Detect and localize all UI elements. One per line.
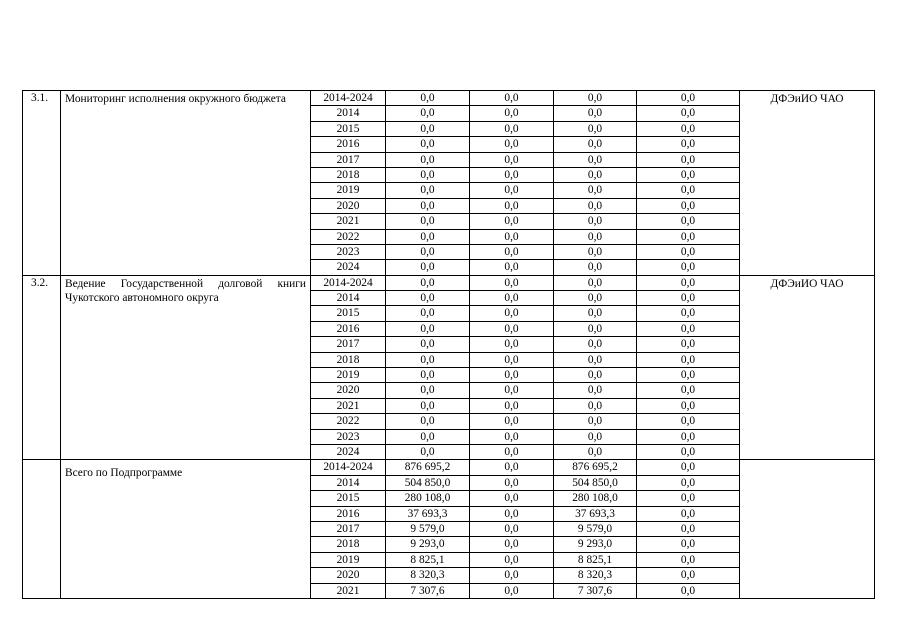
item-name: Всего по Подпрограмме [61, 460, 311, 599]
period-cell: 2014-2024 [311, 460, 386, 475]
amount-cell: 0,0 [637, 537, 740, 552]
amount-cell: 0,0 [554, 167, 637, 182]
amount-cell: 0,0 [470, 214, 554, 229]
amount-cell: 0,0 [386, 91, 470, 106]
amount-cell: 0,0 [637, 552, 740, 567]
period-cell: 2020 [311, 568, 386, 583]
table-body [23, 91, 875, 599]
amount-cell: 0,0 [386, 244, 470, 259]
amount-cell: 37 693,3 [386, 506, 470, 521]
amount-cell: 0,0 [637, 444, 740, 459]
amount-cell: 0,0 [470, 121, 554, 136]
period-cell: 2016 [311, 137, 386, 152]
amount-cell: 0,0 [470, 368, 554, 383]
amount-cell: 0,0 [637, 260, 740, 275]
amount-cell: 0,0 [554, 260, 637, 275]
amount-cell: 0,0 [554, 321, 637, 336]
amount-cell: 0,0 [470, 152, 554, 167]
amount-cell: 0,0 [386, 414, 470, 429]
amount-cell: 0,0 [637, 568, 740, 583]
amount-cell: 0,0 [386, 183, 470, 198]
amount-cell: 0,0 [637, 214, 740, 229]
period-cell: 2014-2024 [311, 275, 386, 290]
amount-cell: 0,0 [637, 198, 740, 213]
amount-cell: 0,0 [637, 521, 740, 536]
responsible-executor: ДФЭиИО ЧАО [740, 91, 875, 276]
amount-cell: 0,0 [554, 152, 637, 167]
item-name: Мониторинг исполнения окружного бюджета [61, 91, 311, 276]
amount-cell: 0,0 [470, 106, 554, 121]
amount-cell: 0,0 [637, 306, 740, 321]
period-cell: 2017 [311, 337, 386, 352]
amount-cell: 504 850,0 [386, 475, 470, 490]
amount-cell: 0,0 [637, 137, 740, 152]
amount-cell: 0,0 [554, 291, 637, 306]
amount-cell: 9 293,0 [554, 537, 637, 552]
period-cell: 2024 [311, 260, 386, 275]
amount-cell: 876 695,2 [386, 460, 470, 475]
amount-cell: 0,0 [554, 352, 637, 367]
amount-cell: 0,0 [470, 306, 554, 321]
amount-cell: 0,0 [470, 260, 554, 275]
responsible-executor [740, 460, 875, 599]
amount-cell: 0,0 [386, 352, 470, 367]
table-row [23, 91, 875, 106]
amount-cell: 0,0 [386, 444, 470, 459]
period-cell: 2019 [311, 183, 386, 198]
amount-cell: 9 579,0 [554, 521, 637, 536]
period-cell: 2015 [311, 121, 386, 136]
amount-cell: 0,0 [554, 137, 637, 152]
amount-cell: 0,0 [637, 121, 740, 136]
amount-cell: 0,0 [637, 229, 740, 244]
item-number: 3.2. [23, 275, 61, 460]
amount-cell: 0,0 [470, 91, 554, 106]
amount-cell: 280 108,0 [386, 491, 470, 506]
amount-cell: 0,0 [637, 352, 740, 367]
amount-cell: 0,0 [637, 167, 740, 182]
item-name: Ведение Государственной долговой книги Чукотского автономного округа [61, 275, 311, 460]
amount-cell: 0,0 [386, 229, 470, 244]
amount-cell: 0,0 [470, 552, 554, 567]
period-cell: 2017 [311, 152, 386, 167]
period-cell: 2020 [311, 198, 386, 213]
table-row [23, 460, 875, 475]
amount-cell: 0,0 [554, 229, 637, 244]
amount-cell: 0,0 [637, 460, 740, 475]
period-cell: 2019 [311, 368, 386, 383]
amount-cell: 0,0 [386, 152, 470, 167]
amount-cell: 0,0 [470, 414, 554, 429]
amount-cell: 0,0 [470, 291, 554, 306]
period-cell: 2016 [311, 321, 386, 336]
amount-cell: 0,0 [554, 414, 637, 429]
amount-cell: 0,0 [470, 198, 554, 213]
amount-cell: 9 579,0 [386, 521, 470, 536]
period-cell: 2019 [311, 552, 386, 567]
amount-cell: 0,0 [554, 337, 637, 352]
period-cell: 2021 [311, 398, 386, 413]
amount-cell: 0,0 [637, 368, 740, 383]
amount-cell: 0,0 [554, 106, 637, 121]
amount-cell: 9 293,0 [386, 537, 470, 552]
amount-cell: 0,0 [470, 460, 554, 475]
amount-cell: 0,0 [470, 229, 554, 244]
item-number [23, 460, 61, 599]
amount-cell: 0,0 [554, 244, 637, 259]
amount-cell: 0,0 [470, 137, 554, 152]
amount-cell: 0,0 [386, 429, 470, 444]
amount-cell: 0,0 [637, 244, 740, 259]
amount-cell: 0,0 [554, 444, 637, 459]
amount-cell: 0,0 [386, 214, 470, 229]
amount-cell: 0,0 [470, 398, 554, 413]
period-cell: 2024 [311, 444, 386, 459]
amount-cell: 0,0 [386, 368, 470, 383]
period-cell: 2017 [311, 521, 386, 536]
amount-cell: 0,0 [637, 383, 740, 398]
amount-cell: 0,0 [386, 106, 470, 121]
amount-cell: 0,0 [637, 152, 740, 167]
amount-cell: 0,0 [470, 337, 554, 352]
amount-cell: 0,0 [470, 506, 554, 521]
amount-cell: 0,0 [386, 291, 470, 306]
amount-cell: 504 850,0 [554, 475, 637, 490]
amount-cell: 0,0 [637, 414, 740, 429]
amount-cell: 0,0 [386, 167, 470, 182]
amount-cell: 0,0 [637, 398, 740, 413]
period-cell: 2014 [311, 106, 386, 121]
amount-cell: 0,0 [470, 352, 554, 367]
amount-cell: 0,0 [637, 106, 740, 121]
amount-cell: 0,0 [386, 137, 470, 152]
amount-cell: 0,0 [470, 167, 554, 182]
amount-cell: 0,0 [470, 275, 554, 290]
amount-cell: 0,0 [386, 121, 470, 136]
subprogram-funding-table [22, 90, 875, 599]
amount-cell: 0,0 [637, 429, 740, 444]
amount-cell: 0,0 [470, 521, 554, 536]
amount-cell: 0,0 [637, 506, 740, 521]
amount-cell: 0,0 [386, 398, 470, 413]
amount-cell: 0,0 [554, 183, 637, 198]
amount-cell: 0,0 [637, 337, 740, 352]
period-cell: 2020 [311, 383, 386, 398]
responsible-executor: ДФЭиИО ЧАО [740, 275, 875, 460]
amount-cell: 0,0 [554, 121, 637, 136]
amount-cell: 8 825,1 [554, 552, 637, 567]
amount-cell: 0,0 [554, 383, 637, 398]
amount-cell: 0,0 [386, 337, 470, 352]
amount-cell: 0,0 [470, 491, 554, 506]
amount-cell: 0,0 [470, 583, 554, 598]
amount-cell: 0,0 [637, 291, 740, 306]
amount-cell: 0,0 [554, 91, 637, 106]
amount-cell: 0,0 [386, 383, 470, 398]
amount-cell: 37 693,3 [554, 506, 637, 521]
amount-cell: 0,0 [386, 275, 470, 290]
period-cell: 2018 [311, 537, 386, 552]
period-cell: 2018 [311, 167, 386, 182]
period-cell: 2018 [311, 352, 386, 367]
amount-cell: 0,0 [637, 91, 740, 106]
amount-cell: 7 307,6 [386, 583, 470, 598]
amount-cell: 0,0 [554, 198, 637, 213]
period-cell: 2021 [311, 583, 386, 598]
amount-cell: 0,0 [470, 568, 554, 583]
amount-cell: 0,0 [554, 368, 637, 383]
amount-cell: 0,0 [554, 429, 637, 444]
amount-cell: 8 825,1 [386, 552, 470, 567]
amount-cell: 0,0 [554, 275, 637, 290]
period-cell: 2015 [311, 306, 386, 321]
amount-cell: 0,0 [470, 183, 554, 198]
period-cell: 2022 [311, 229, 386, 244]
item-number: 3.1. [23, 91, 61, 276]
amount-cell: 0,0 [386, 260, 470, 275]
amount-cell: 0,0 [637, 475, 740, 490]
amount-cell: 0,0 [554, 398, 637, 413]
period-cell: 2021 [311, 214, 386, 229]
period-cell: 2015 [311, 491, 386, 506]
period-cell: 2014 [311, 291, 386, 306]
amount-cell: 8 320,3 [554, 568, 637, 583]
amount-cell: 0,0 [470, 321, 554, 336]
period-cell: 2016 [311, 506, 386, 521]
amount-cell: 0,0 [470, 475, 554, 490]
amount-cell: 280 108,0 [554, 491, 637, 506]
amount-cell: 0,0 [554, 306, 637, 321]
amount-cell: 0,0 [470, 244, 554, 259]
amount-cell: 0,0 [637, 183, 740, 198]
period-cell: 2023 [311, 429, 386, 444]
amount-cell: 0,0 [470, 444, 554, 459]
period-cell: 2022 [311, 414, 386, 429]
period-cell: 2023 [311, 244, 386, 259]
amount-cell: 0,0 [637, 583, 740, 598]
table-row [23, 275, 875, 290]
amount-cell: 0,0 [470, 537, 554, 552]
amount-cell: 0,0 [470, 383, 554, 398]
period-cell: 2014 [311, 475, 386, 490]
amount-cell: 0,0 [386, 306, 470, 321]
amount-cell: 0,0 [637, 275, 740, 290]
amount-cell: 8 320,3 [386, 568, 470, 583]
amount-cell: 0,0 [637, 321, 740, 336]
amount-cell: 0,0 [637, 491, 740, 506]
amount-cell: 876 695,2 [554, 460, 637, 475]
amount-cell: 0,0 [554, 214, 637, 229]
amount-cell: 0,0 [386, 321, 470, 336]
period-cell: 2014-2024 [311, 91, 386, 106]
amount-cell: 0,0 [386, 198, 470, 213]
amount-cell: 0,0 [470, 429, 554, 444]
amount-cell: 7 307,6 [554, 583, 637, 598]
